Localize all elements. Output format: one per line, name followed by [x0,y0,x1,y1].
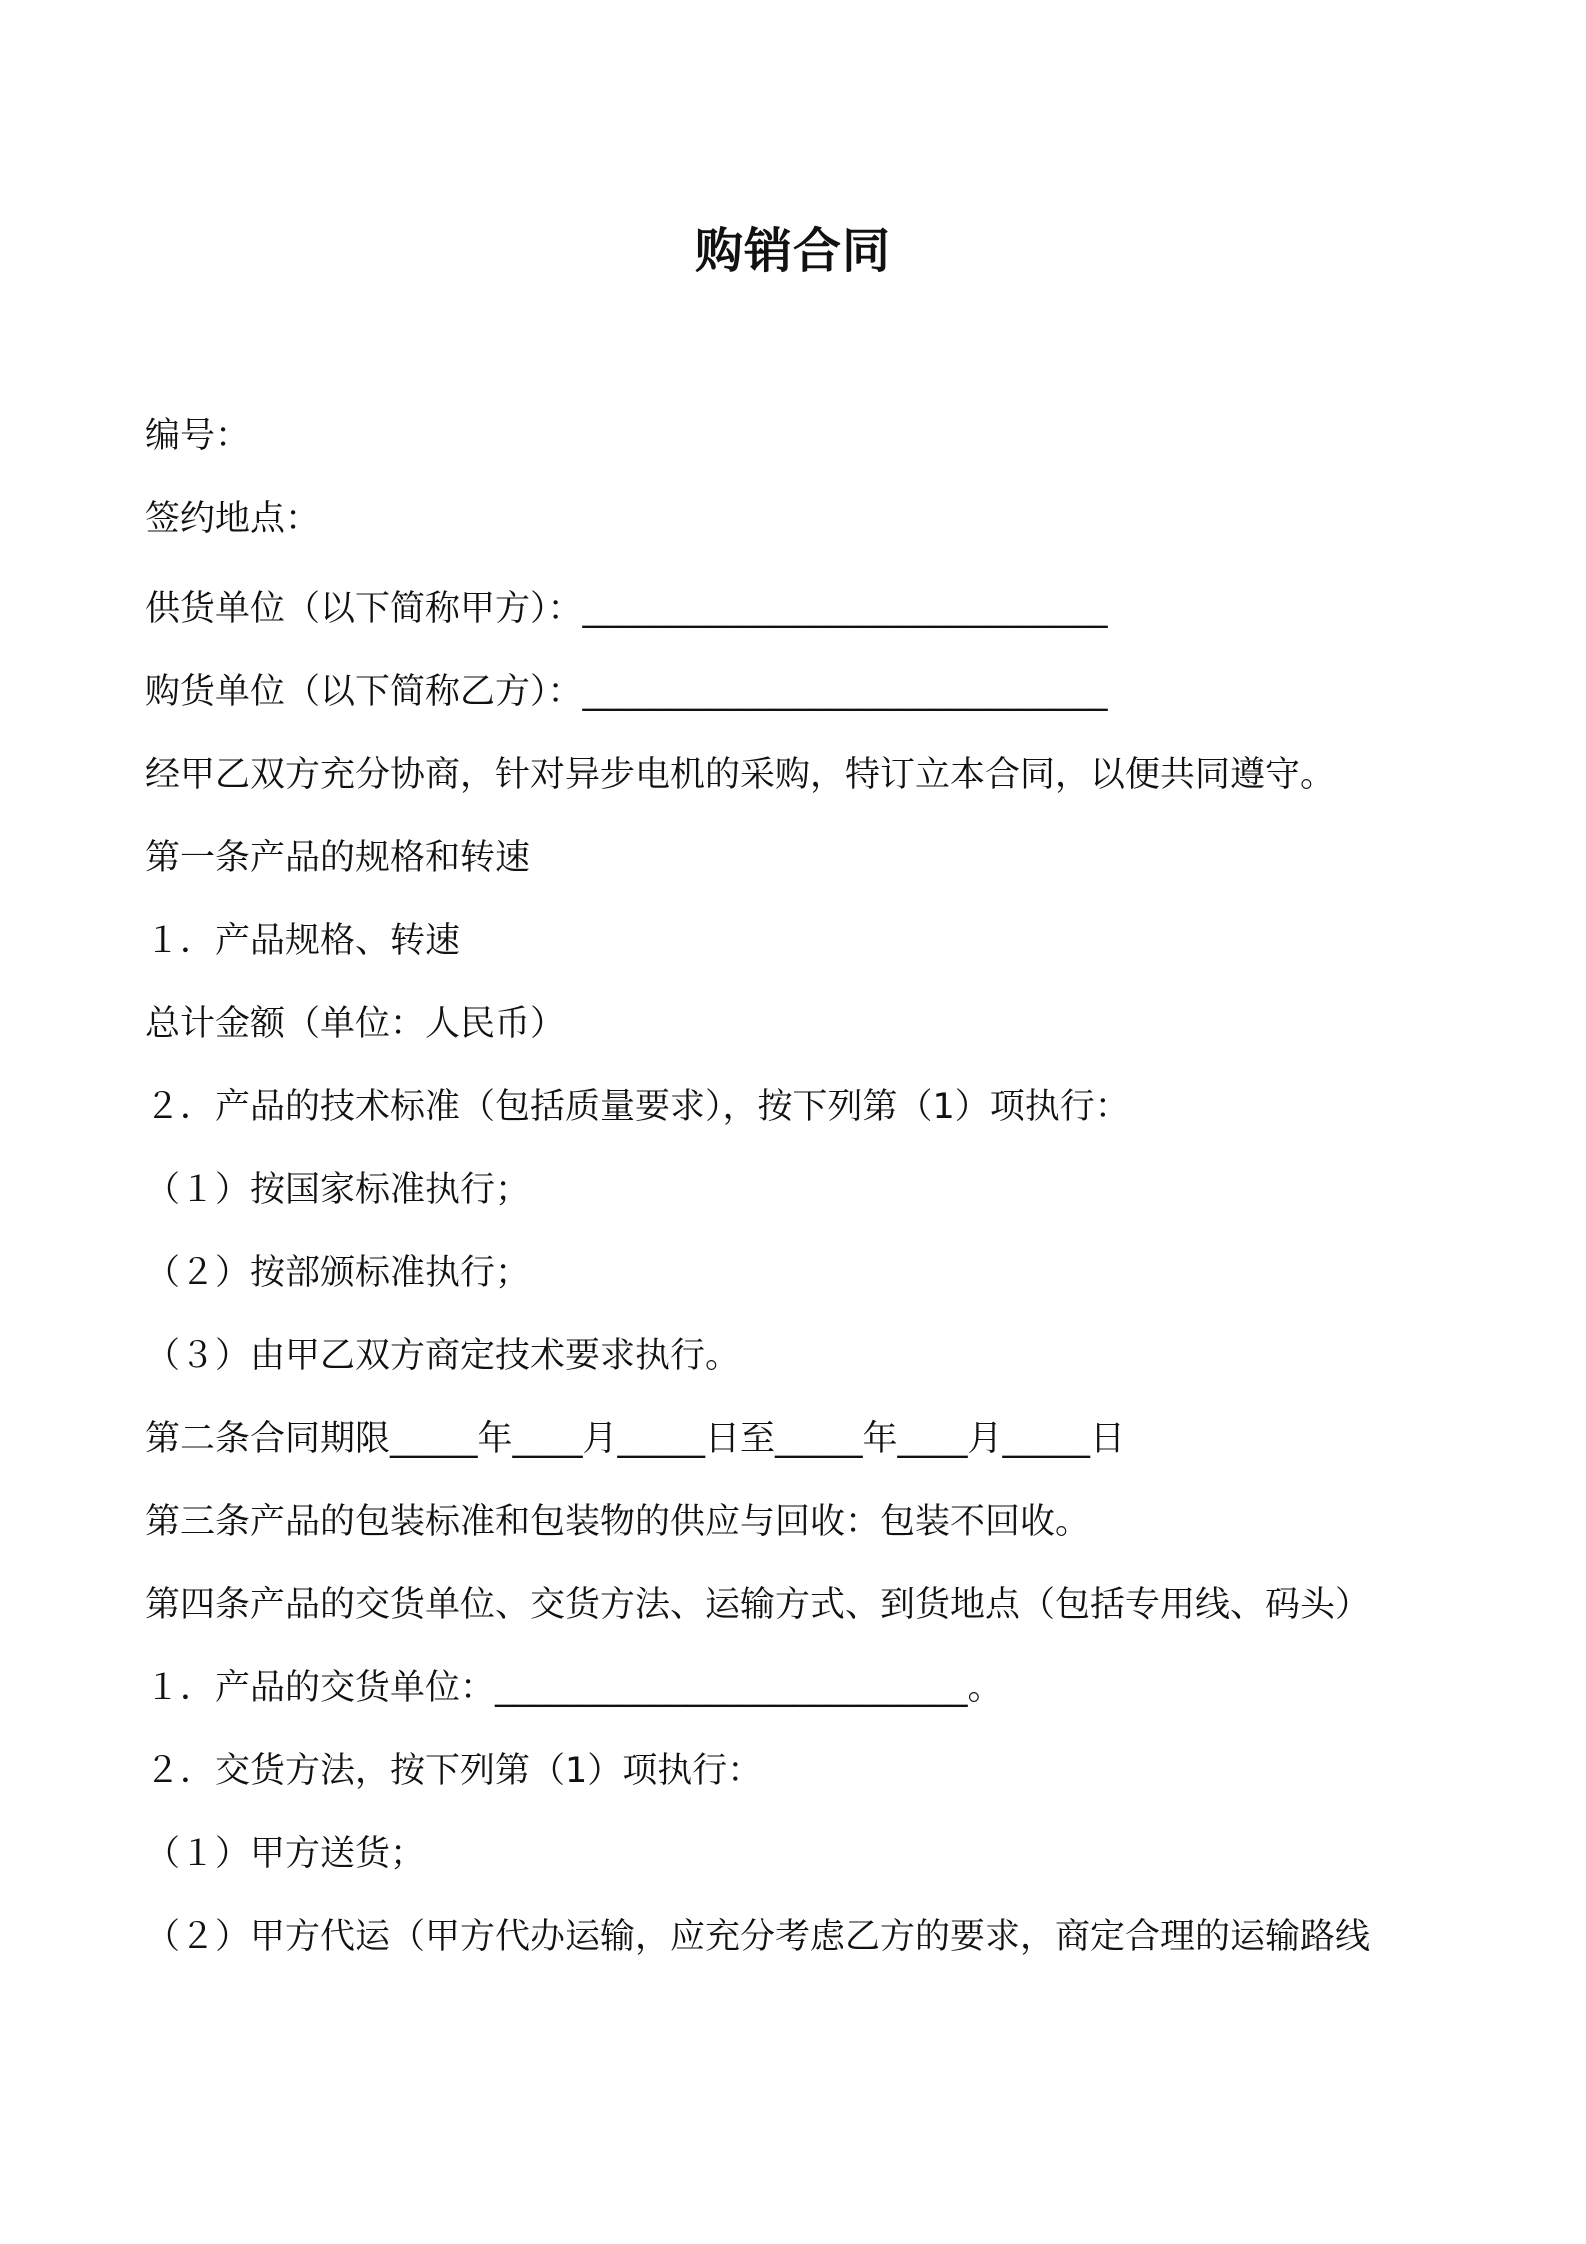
article-one-heading: 第一条产品的规格和转速 [145,838,531,878]
article-two-term-line: 第二条合同期限_____年____月_____日至_____年____月_____日 [145,1419,1126,1459]
document-title: 购销合同 [694,223,891,279]
standard-option-1: （１）按国家标准执行； [145,1170,531,1210]
article-three-line: 第三条产品的包装标准和包装物的供应与回收：包装不回收。 [145,1502,1091,1542]
contract-number-line: 编号： [145,416,251,456]
article-one-item-1: １．产品规格、转速 [145,921,461,961]
delivery-option-1: （１）甲方送货； [145,1834,426,1874]
supplier-line: 供货单位（以下简称甲方）：______________________________ [145,589,1108,629]
purchaser-line: 购货单位（以下简称乙方）：______________________________ [145,672,1108,712]
delivery-option-2: （２）甲方代运（甲方代办运输，应充分考虑乙方的要求，商定合理的运输路线 [145,1917,1371,1957]
article-four-heading: 第四条产品的交货单位、交货方法、运输方式、到货地点（包括专用线、码头） [145,1585,1371,1625]
delivery-unit-line: １．产品的交货单位：___________________________。 [145,1668,1003,1708]
signing-location-line: 签约地点： [145,499,321,539]
article-one-item-2: ２．产品的技术标准（包括质量要求），按下列第（1）项执行： [145,1087,1130,1127]
delivery-method-line: ２．交货方法，按下列第（1）项执行： [145,1751,763,1791]
standard-option-2: （２）按部颁标准执行； [145,1253,531,1293]
standard-option-3: （３）由甲乙双方商定技术要求执行。 [145,1336,741,1376]
total-amount-line: 总计金额（单位：人民币） [145,1004,566,1044]
agreement-intro-line: 经甲乙双方充分协商，针对异步电机的采购，特订立本合同，以便共同遵守。 [145,755,1336,795]
